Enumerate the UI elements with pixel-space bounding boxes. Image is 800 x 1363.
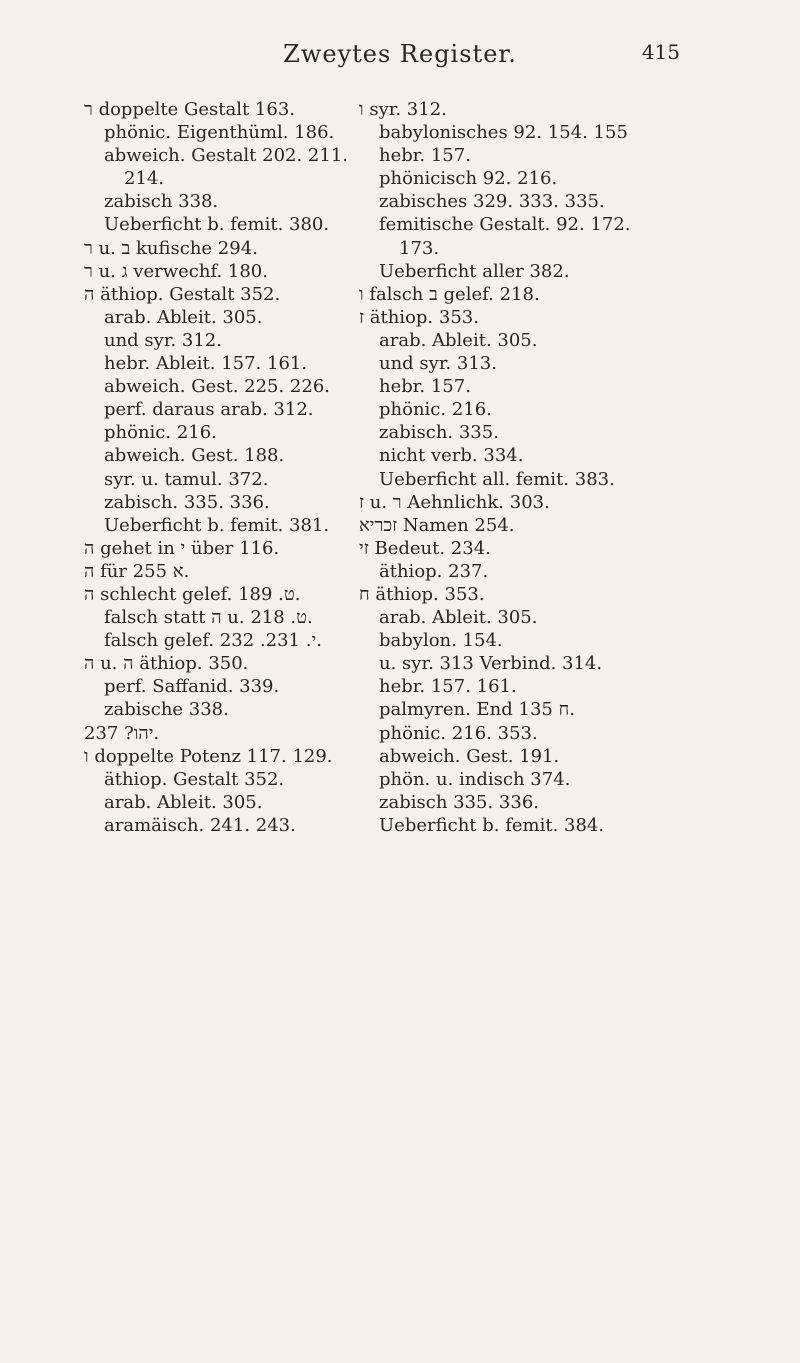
page-number: 415 [641, 40, 680, 64]
index-entry: ה gehet in י über 116. [84, 537, 280, 559]
index-entry: arab. Ableit. 305. [104, 306, 263, 328]
index-entry: ז u. ר Aehnlichk. 303. [359, 491, 550, 513]
index-entry: zabische 338. [104, 699, 229, 721]
index-entry: äthiop. 237. [379, 560, 489, 582]
index-entry: und syr. 312. [104, 329, 222, 351]
index-entry: abweich. Gest. 191. [379, 745, 560, 767]
index-entry: ח äthiop. 353. [359, 583, 485, 605]
index-entry: hebr. 157. [379, 376, 471, 398]
index-entry: femitische Gestalt. 92. 172. [379, 214, 631, 236]
index-entry: zabisch. 335. [379, 422, 499, 444]
index-entry: ז äthiop. 353. [359, 306, 479, 328]
index-entry: Ueberficht b. femit. 384. [379, 814, 605, 836]
index-entry: ר u. ב kufische 294. [84, 237, 258, 259]
index-entry: arab. Ableit. 305. [104, 791, 263, 813]
index-entry: nicht verb. 334. [379, 445, 524, 467]
index-entry: phönic. 216. [379, 399, 492, 421]
index-entry: ו doppelte Potenz 117. 129. [84, 745, 333, 767]
index-entry: zabisch. 335. 336. [104, 491, 270, 513]
index-entry: arab. Ableit. 305. [379, 607, 538, 629]
index-entry: perf. Saffanid. 339. [104, 676, 280, 698]
index-entry: abweich. Gest. 225. 226. [104, 376, 331, 398]
index-entry: זי Bedeut. 234. [359, 537, 491, 559]
index-entry: phönic. 216. [104, 422, 217, 444]
index-entry: babylon. 154. [379, 630, 503, 652]
index-entry: ה äthiop. Gestalt 352. [84, 283, 281, 305]
index-entry: und syr. 313. [379, 353, 497, 375]
index-entry: perf. daraus arab. 312. [104, 399, 314, 421]
index-entry: ה schlecht gelef. ט. 189. [84, 583, 301, 605]
index-entry: 214. [124, 168, 165, 190]
page-header [0, 40, 800, 80]
index-entry: arab. Ableit. 305. [379, 329, 538, 351]
index-entry: abweich. Gest. 188. [104, 445, 285, 467]
index-entry: phönicisch 92. 216. [379, 168, 558, 190]
left-column [84, 98, 354, 837]
index-entry: zabisch 338. [104, 191, 219, 213]
index-entry: falsch gelef. י. 231. 232. [104, 630, 322, 652]
index-entry: aramäisch. 241. 243. [104, 814, 296, 836]
index-entry: Ueberficht b. femit. 381. [104, 514, 330, 536]
right-column [359, 98, 679, 837]
index-entry: äthiop. Gestalt 352. [104, 768, 285, 790]
index-entry: ו syr. 312. [359, 99, 447, 120]
index-entry: zabisches 329. 333. 335. [379, 191, 605, 213]
index-entry: Ueberficht b. femit. 380. [104, 214, 330, 236]
index-entry: Ueberficht aller 382. [379, 260, 570, 282]
index-entry: hebr. 157. 161. [379, 676, 517, 698]
index-entry: palmyren. End ח 135. [379, 699, 575, 721]
index-entry: יהו? 237. [84, 722, 160, 744]
index-entry: hebr. 157. [379, 145, 471, 167]
index-entry: Ueberficht all. femit. 383. [379, 468, 615, 490]
index-entry: ו falsch ב gelef. 218. [359, 283, 540, 305]
index-entry: falsch statt ה u. ט. 218. [104, 607, 313, 629]
index-entry: ה für א 255. [84, 560, 190, 582]
index-entry: u. syr. 313 Verbind. 314. [379, 653, 603, 675]
index-entry: זכריא Namen 254. [359, 514, 515, 536]
index-entry: 173. [399, 237, 440, 259]
index-entry: babylonisches 92. 154. 155 [379, 122, 628, 144]
index-entry: abweich. Gestalt 202. 211. [104, 145, 349, 167]
index-entry: ר doppelte Gestalt 163. [84, 99, 296, 120]
index-entry: zabisch 335. 336. [379, 791, 540, 813]
index-entry: syr. u. tamul. 372. [104, 468, 269, 490]
index-entry: hebr. Ableit. 157. 161. [104, 353, 308, 375]
index-entry: ר u. ג verwechf. 180. [84, 260, 268, 282]
index-entry: phönic. Eigenthüml. 186. [104, 122, 335, 144]
running-title: Zweytes Register. [283, 40, 517, 68]
index-entry: ה u. ה äthiop. 350. [84, 653, 249, 675]
index-entry: phön. u. indisch 374. [379, 768, 571, 790]
index-entry: phönic. 216. 353. [379, 722, 538, 744]
